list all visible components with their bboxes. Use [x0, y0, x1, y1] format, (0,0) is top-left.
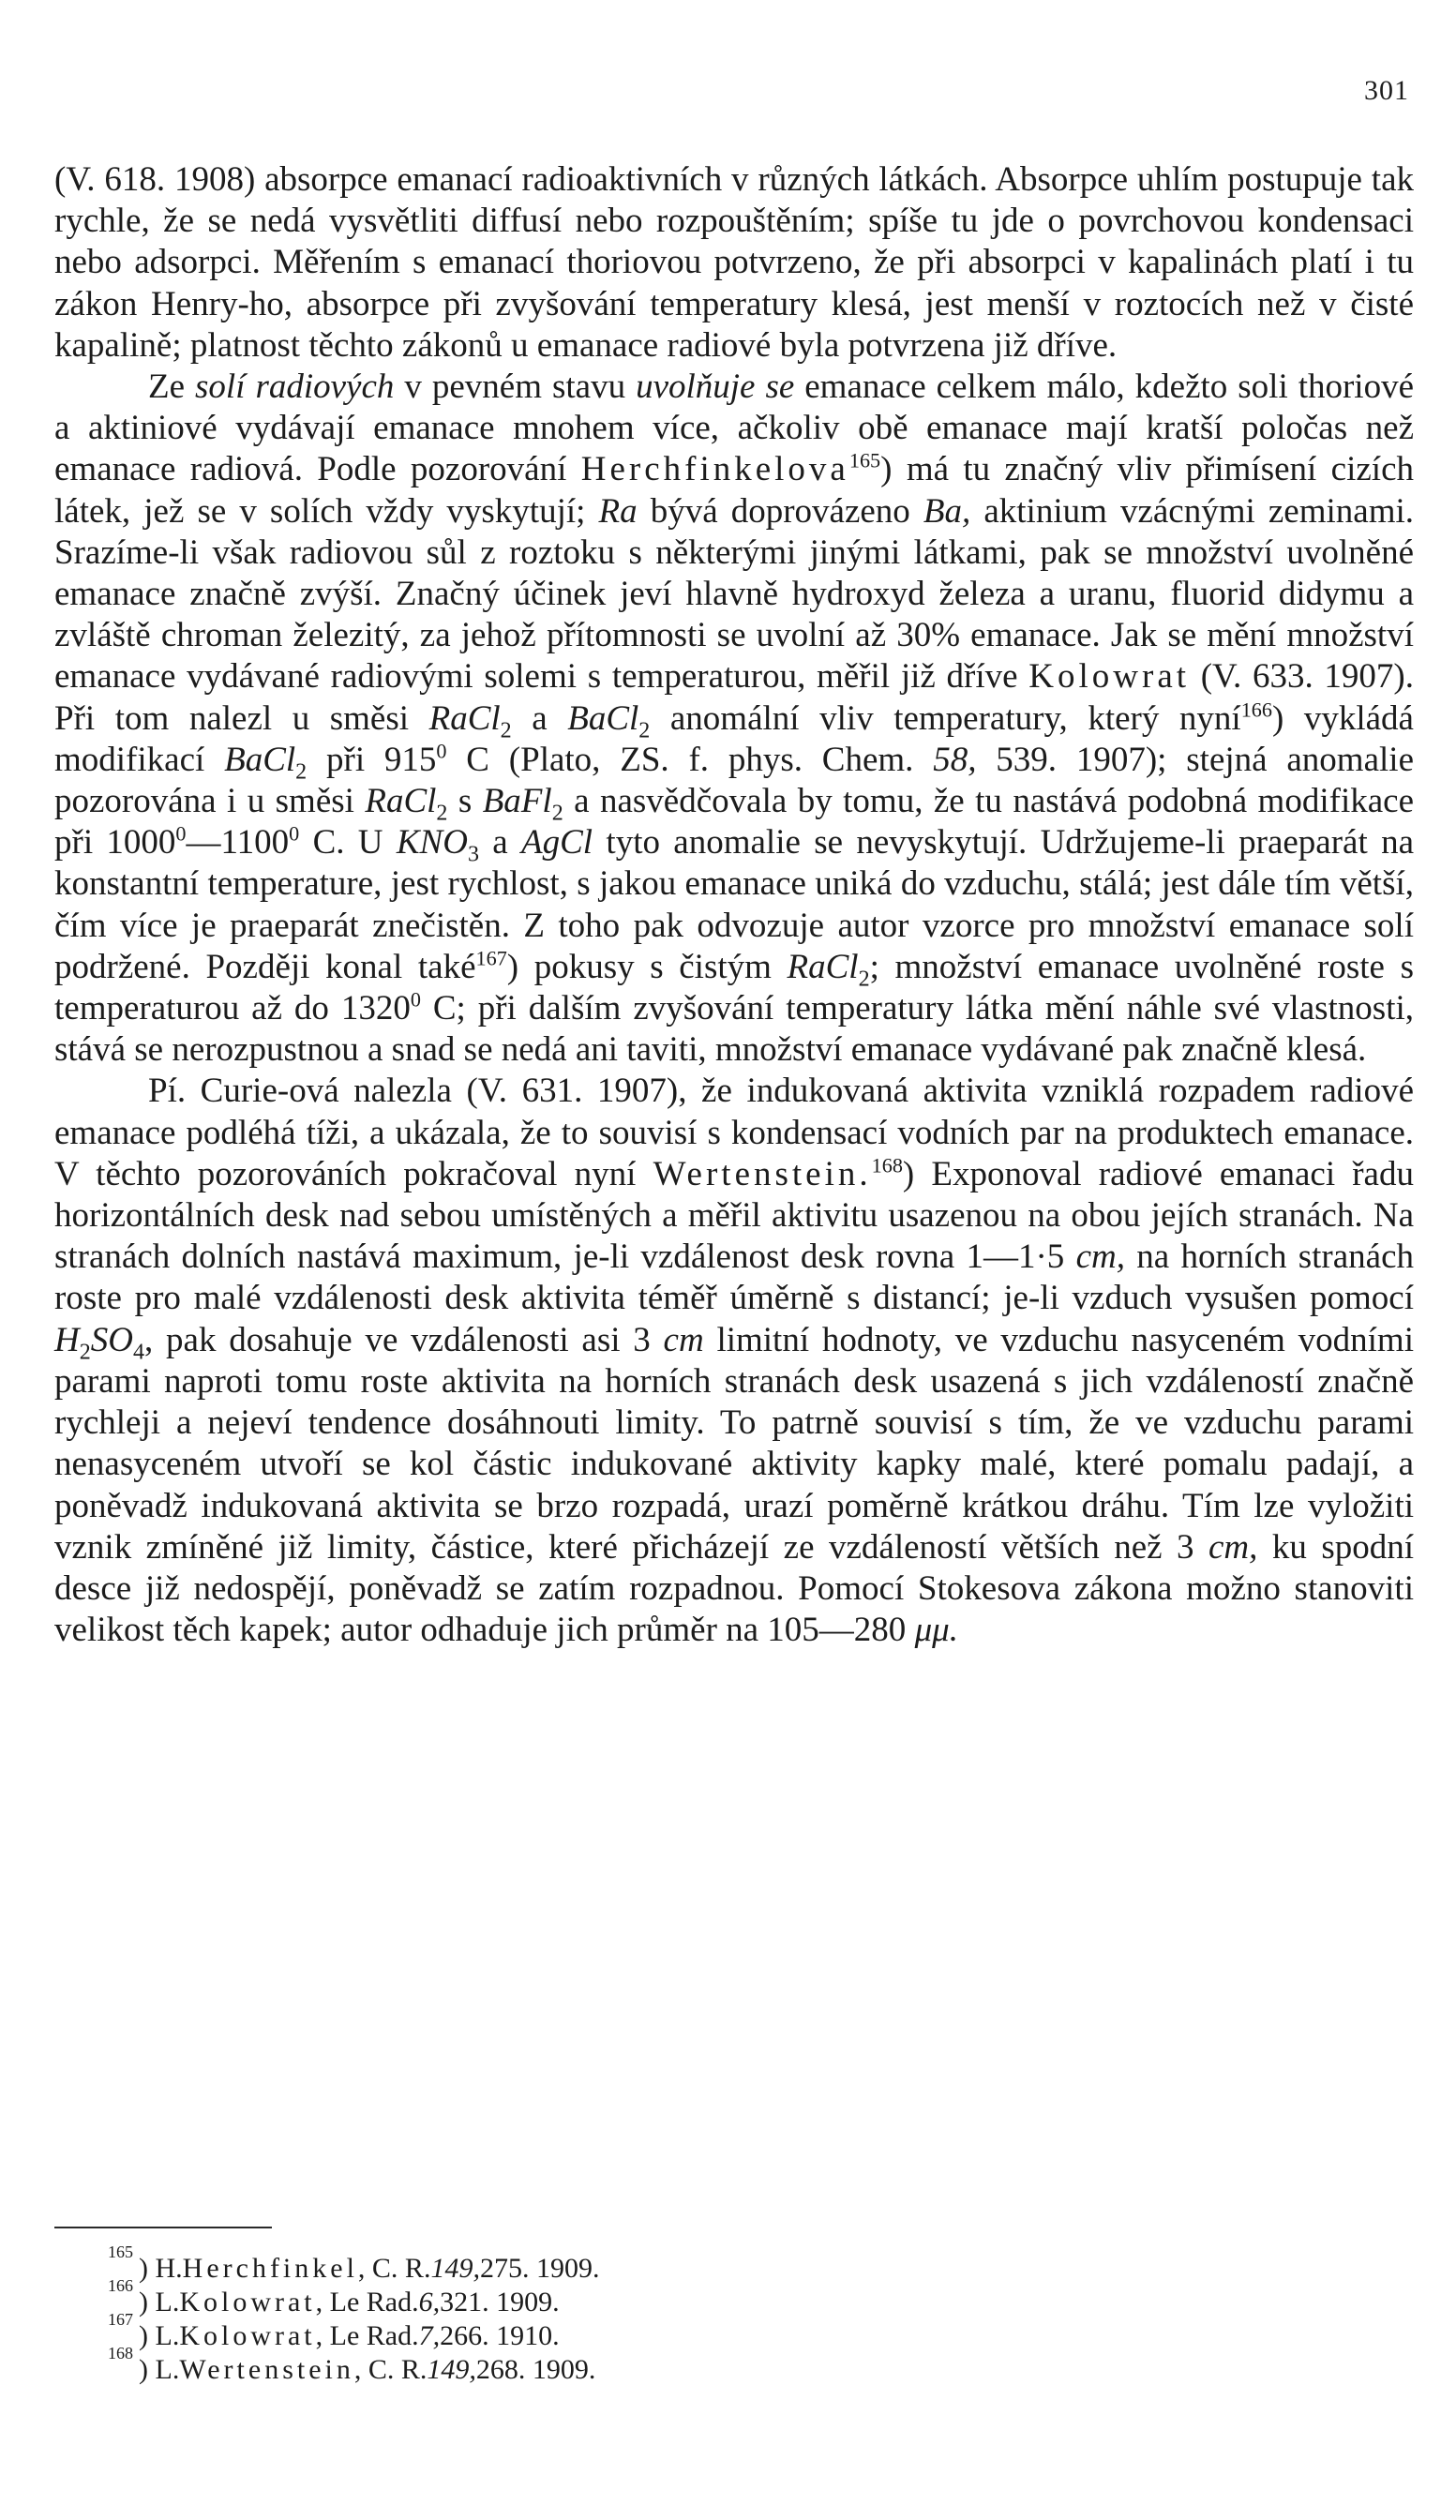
footnote-165: 165 ) H. Herchfinkel , C. R. 149, 275. 1909. — [108, 2242, 600, 2284]
author-name: Wertenstein. — [653, 1154, 872, 1193]
footnote-ref: 167 — [475, 946, 507, 970]
footnote-ref: 165 — [848, 449, 881, 473]
footnote-166: 166 ) L. Kolowrat , Le Rad. 6, 321. 1909. — [108, 2276, 560, 2318]
paragraph-1: (V. 618. 1908) absorpce emanací radioaktivních v různých látkách. Absorpce uhlím postupuje tak rychle, že se nedá vysvětliti diffusí nebo rozpouštěním; spíše tu jde o povrchovou kondensaci nebo adsorpci. Měřením s emanací thoriovou potvrzeno, že při absorpci v kapalinách platí i tu zákon Henry-ho, absorpce při zvyšování temperatury klesá, jest menší v roztocích než v čisté kapalině; platnost těchto zákonů u emanace radiové byla potvrzena již dříve. — [54, 160, 1414, 365]
author-name: Herchfinkelova — [580, 450, 849, 489]
paragraph-2: Ze solí radiových v pevném stavu uvolňuje se emanace celkem málo, kdežto soli thoriové a aktiniové vydávají emanace mnohem více, ačkoliv obě emanace mají kratší poločas než emanace radiová. Podle pozorování Herchfinkelova$^{165}$) má tu značný vliv přimísení cizích látek, jež se v solích vždy vyskytují; Ra bývá doprovázeno Ba, aktinium vzácnými zeminami. Srazíme-li však radiovou sůl z roztoku s některými jinými látkami, pak se množství uvolněné emanace značně zvýší. Značný účinek jeví hlavně hydroxyd železa a uranu, fluorid didymu a zvláště chroman železitý, za jehož přítomnosti se uvolní až 30% emanace. Jak se mění množství emanace vydávané radiovými solemi s temperaturou, měřil již dříve Kolowrat (V. 633. 1907). Při tom nalezl u směsi RaCl$_2$ a BaCl$_2$ anomální vliv temperatury, který nyní$^{166}$) vykládá modifikací BaCl$_2$ při $915^0$ C (Plato, ZS. f. phys. Chem. 58, 539. 1907); stejná anomalie pozorována i u směsi RaCl$_2$ s BaFl$_2$ a nasvědčovala by tomu, že tu nastává podobná modifikace při 1000$^0$—1100$^0$ C. U $KNO_3$ a AgCl tyto anomalie se nevyskytují. Udržujeme-li praeparát na konstantní temperature, jest rychlost, s jakou emanace uniká do vzduchu, stálá; jest dále tím větší, čím více je praeparát znečistěn. Z toho pak odvozuje autor vzorce pro množství emanace solí podržené. Později konal také$^{167}$) pokusy s čistým RaCl$_2$; množství emanace uvolněné roste s temperaturou až do 1320$^0$ C; při dalším zvyšování temperatury látka mění náhle své vlastnosti, stává se nerozpustnou a snad se nedá ani taviti, množství emanace vydávané pak značně klesá. — [54, 368, 1415, 1070]
footnotes — [103, 2242, 1134, 2387]
footnote-ref: 168 — [871, 1153, 903, 1178]
body-text — [54, 159, 1414, 1651]
footnote-separator — [54, 2227, 272, 2228]
paragraph-3: Pí. Curie-ová nalezla (V. 631. 1907), že indukovaná aktivita vzniklá rozpadem radiové emanace podléhá tíži, a ukázala, že to souvisí s kondensací vodních par na produktech emanace. V těchto pozorováních pokračoval nyní Wertenstein.$^{168}$) Exponoval radiové emanaci řadu horizontálních desk nad sebou umístěných a měřil aktivitu usazenou na obou jejích stranách. Na stranách dolních nastává maximum, je-li vzdálenost desk rovna 1—1·5 cm, na horních stranách roste pro malé vzdálenosti desk aktivita téměř úměrně s distancí; je-li vzduch vysušen pomocí $H_2SO_4$, pak dosahuje ve vzdálenosti asi 3 cm limitní hodnoty, ve vzduchu nasyceném vodními parami naproti tomu roste aktivita na horních stranách desk usazená s jich vzdáleností značně rychleji a nejeví tendence dosáhnouti limity. To patrně souvisí s tím, že ve vzduchu parami nenasyceném utvoří se kol částic indukované aktivity kapky malé, které pomalu padají, a poněvadž indukovaná aktivita se brzo rozpadá, urazí poměrně krátkou dráhu. Tím lze vyložiti vznik zmíněné již limity, částice, které přicházejí ze vzdáleností větších než 3 cm, ku spodní desce již nedospějí, poněvadž se zatím rozpadnou. Pomocí Stokesova zákona možno stanoviti velikost těch kapek; autor odhaduje jich průměr na 105—280 μμ. — [54, 1072, 1414, 1650]
page-number: 301 — [1364, 75, 1409, 106]
footnote-167: 167 ) L. Kolowrat , Le Rad. 7, 266. 1910. — [108, 2310, 560, 2351]
footnote-168: 168 ) L. Wertenstein , C. R. 149, 268. 1909. — [108, 2344, 596, 2385]
footnote-ref: 166 — [1240, 698, 1272, 722]
author-name: Kolowrat — [1028, 657, 1191, 697]
